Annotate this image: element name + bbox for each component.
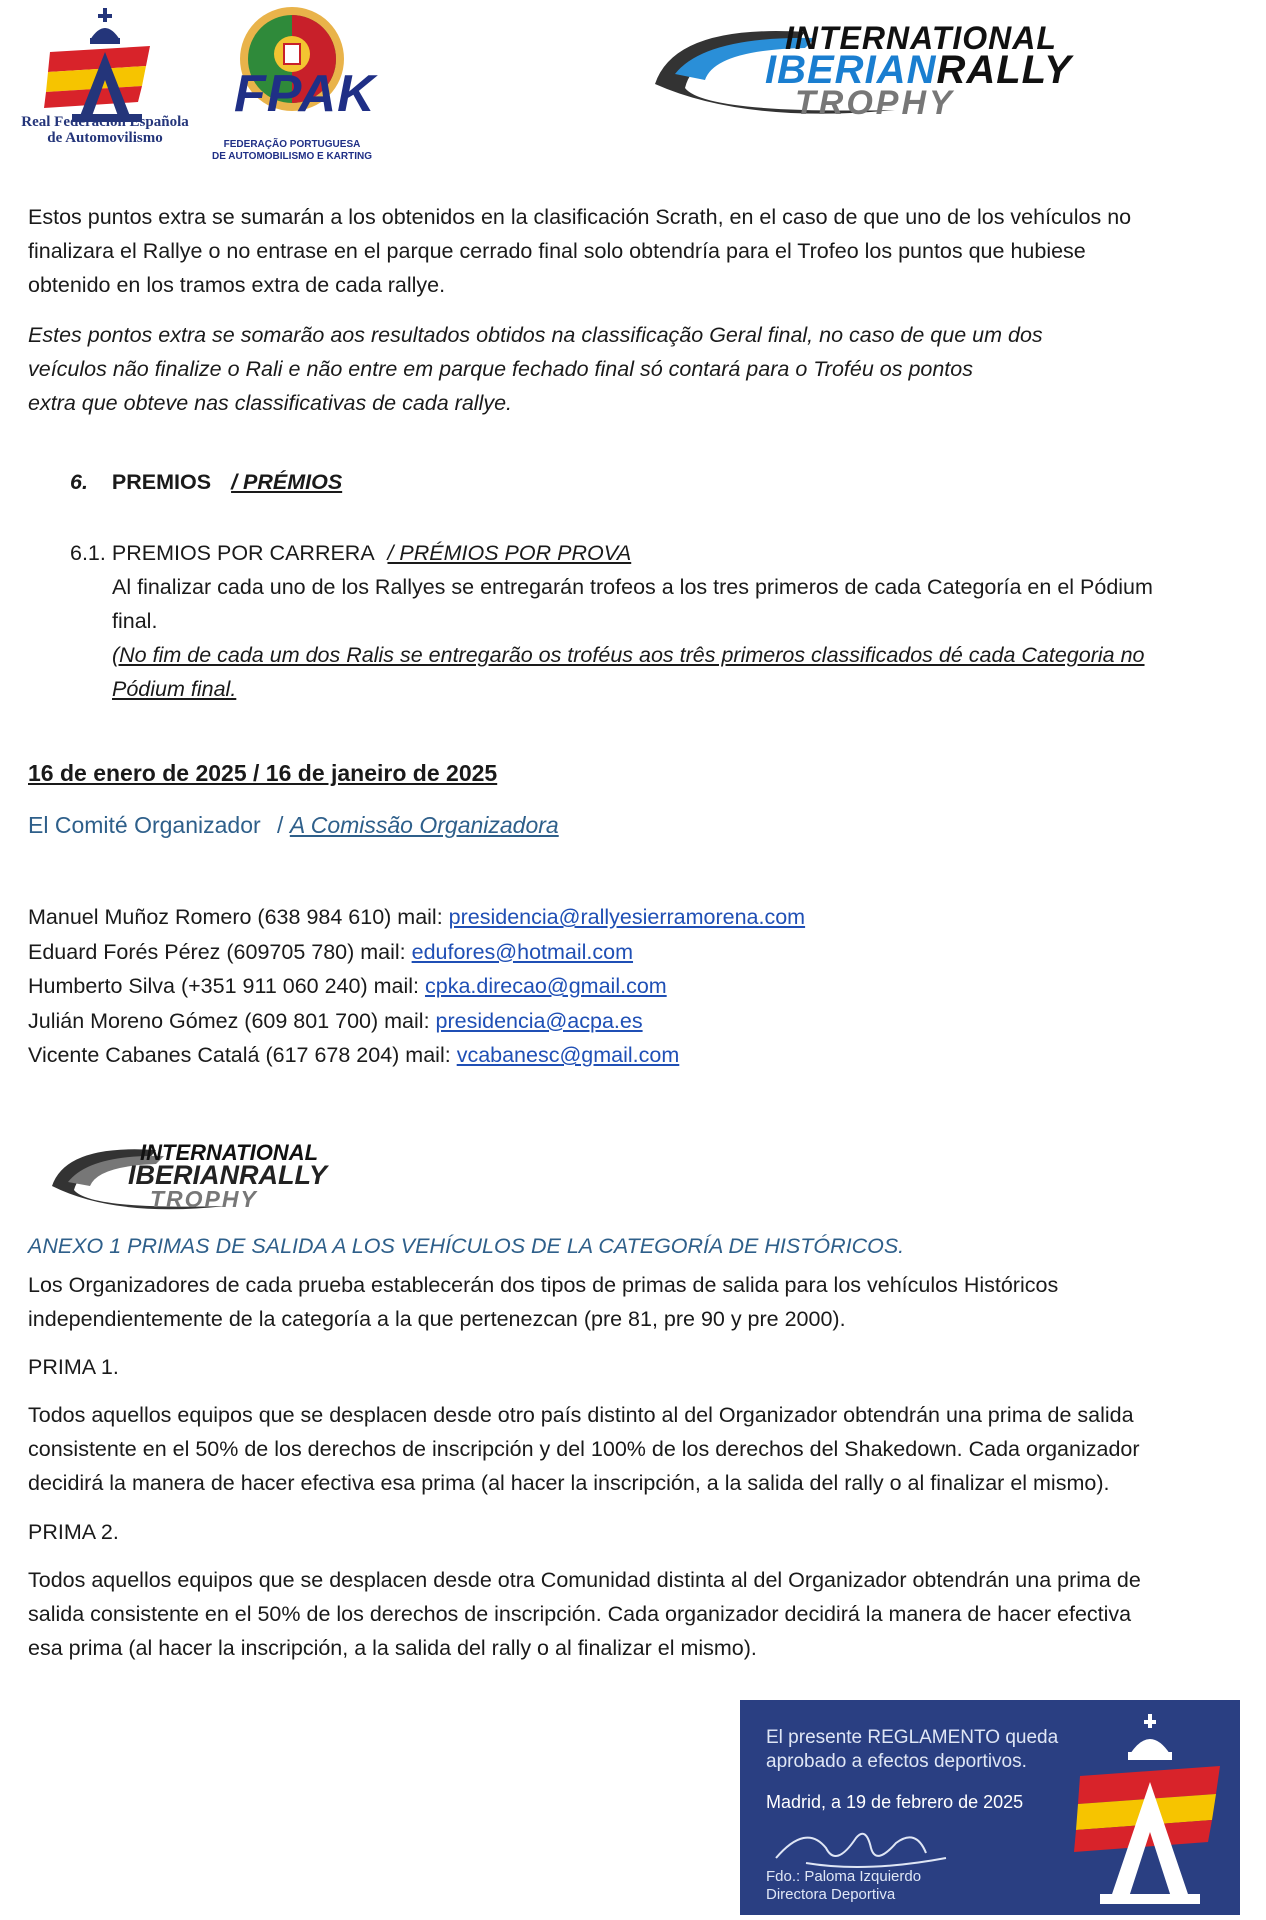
contact-item xyxy=(28,1038,1248,1073)
contact-item xyxy=(28,935,1248,970)
section-6-1-number: 6.1. xyxy=(70,541,106,565)
contact-email-link[interactable]: edufores@hotmail.com xyxy=(411,939,634,964)
prima1-line1: Todos aquellos equipos que se desplacen desde otro país distinto al del Organizador obtendrán una prima de salida xyxy=(28,1403,1134,1427)
prima2-label: PRIMA 2. xyxy=(28,1520,119,1544)
fpak-name-line1: FEDERAÇÃO PORTUGUESA xyxy=(223,139,361,150)
committee-es: El Comité Organizador xyxy=(28,812,261,838)
prima2-line2: salida consistente en el 50% de los derechos de inscripción. Cada organizador decidirá la manera de hacer efectiva xyxy=(28,1602,1132,1626)
intro-es-line2: finalizara el Rallye o no entrase en el parque cerrado final solo obtendría para el Trofeo los puntos que hubiese xyxy=(28,239,1086,263)
section-6-1-pt-line2: Pódium final. xyxy=(112,677,237,701)
prima2-line1: Todos aquellos equipos que se desplacen desde otra Comunidad distinta al del Organizador obtendrán una prima de xyxy=(28,1568,1141,1592)
section-6-1-es-line1: Al finalizar cada uno de los Rallyes se entregarán trofeos a los tres primeros de cada Categoría en el Pódium xyxy=(112,575,1153,599)
small-trophy-line3: TROPHY xyxy=(150,1186,258,1212)
approval-stamp xyxy=(740,1700,1240,1915)
contact-item xyxy=(28,900,1248,935)
prima2-line3: esa prima (al hacer la inscripción, a la salida del rally o al finalizar el mismo). xyxy=(28,1636,757,1660)
intro-pt-line2: veículos não finalize o Rali e não entre em parque fechado final só contará para o Troféu os pontos xyxy=(28,357,973,381)
section-6-1-title-pt: / PRÉMIOS POR PROVA xyxy=(387,541,632,565)
contact-name: Eduard Forés Pérez (609705 780) mail: xyxy=(28,939,412,964)
section-6-1-es-line2: final. xyxy=(112,609,158,633)
committee-pt: A Comissão Organizadora xyxy=(289,812,559,838)
prima1-label: PRIMA 1. xyxy=(28,1355,119,1379)
contact-email-link[interactable]: presidencia@acpa.es xyxy=(435,1008,643,1033)
trophy-line3: TROPHY xyxy=(795,84,955,122)
contact-email-link[interactable]: cpka.direcao@gmail.com xyxy=(424,974,667,998)
section-6-heading xyxy=(70,470,342,495)
intro-pt-line1: Estes pontos extra se somarão aos resultados obtidos na classificação Geral final, no caso de que um dos xyxy=(28,323,1043,347)
stamp-signer: Fdo.: Paloma Izquierdo xyxy=(766,1868,922,1885)
trophy-line1: INTERNATIONAL xyxy=(785,20,1057,56)
section-6-title-es: PREMIOS xyxy=(111,470,212,494)
contact-name: Manuel Muñoz Romero (638 984 610) mail: xyxy=(28,905,449,929)
annex-title: ANEXO 1 PRIMAS DE SALIDA A LOS VEHÍCULOS DE LA CATEGORÍA DE HISTÓRICOS. xyxy=(28,1234,905,1258)
contact-email-link[interactable]: vcabanesc@gmail.com xyxy=(456,1043,680,1067)
rfea-logo xyxy=(10,6,200,156)
contact-name: Julián Moreno Gómez (609 801 700) mail: xyxy=(28,1008,436,1033)
committee-line xyxy=(28,812,559,839)
contact-name: Vicente Cabanes Catalá (617 678 204) mail: xyxy=(28,1043,457,1067)
iberian-rally-trophy-logo xyxy=(645,14,1105,126)
contact-email-link[interactable]: presidencia@rallyesierramorena.com xyxy=(448,905,806,929)
contact-item xyxy=(28,1004,1248,1039)
fpak-acronym: FPAK xyxy=(234,65,376,123)
section-6-1-title-es: PREMIOS POR CARRERA xyxy=(111,541,374,565)
stamp-line2: aprobado a efectos deportivos. xyxy=(766,1751,1027,1772)
stamp-role: Directora Deportiva xyxy=(766,1886,896,1903)
prima1-line2: consistente en el 50% de los derechos de inscripción y del 100% de los derechos del Shakedown. Cada organizador xyxy=(28,1437,1140,1461)
fpak-name-line2: DE AUTOMOBILISMO E KARTING xyxy=(212,151,372,162)
rfea-emblem-icon xyxy=(1070,1712,1230,1907)
small-trophy-iberian: IBERIAN xyxy=(128,1160,240,1190)
section-6-number: 6. xyxy=(70,470,88,494)
contact-list xyxy=(28,900,1248,1073)
section-6-1-heading xyxy=(70,536,631,570)
rfea-name-line2: de Automovilismo xyxy=(47,130,163,146)
annex-intro-line1: Los Organizadores de cada prueba establecerán dos tipos de primas de salida para los vehículos Históricos xyxy=(28,1273,1059,1297)
document-date: 16 de enero de 2025 / 16 de janeiro de 2025 xyxy=(28,760,498,786)
rfea-name-line1: Real Federación Española xyxy=(21,114,189,130)
stamp-line1: El presente REGLAMENTO queda xyxy=(766,1727,1059,1748)
intro-es-line1: Estos puntos extra se sumarán a los obtenidos en la clasificación Scrath, en el caso de que uno de los vehículos no xyxy=(28,205,1132,229)
trophy-iberian: IBERIAN xyxy=(765,48,937,92)
trophy-rally: RALLY xyxy=(936,48,1072,92)
contact-item xyxy=(28,969,1248,1004)
small-trophy-rally: RALLY xyxy=(239,1160,328,1190)
committee-separator: / xyxy=(277,812,284,838)
prima1-line3: decidirá la manera de hacer efectiva esa prima (al hacer la inscripción, a la salida del rally o al finalizar el mismo). xyxy=(28,1471,1110,1495)
fpak-logo xyxy=(212,4,376,166)
section-6-1-pt-line1: (No fim de cada um dos Ralis se entregarão os troféus aos três primeros classificados dé cada Categoria no xyxy=(112,643,1145,667)
annex-intro-line2: independientemente de la categoría a la que pertenezcan (pre 81, pre 90 y pre 2000). xyxy=(28,1307,846,1331)
iberian-rally-trophy-logo-small xyxy=(46,1138,366,1218)
intro-es-line3: obtenido en los tramos extra de cada rallye. xyxy=(28,273,446,297)
intro-pt-line3: extra que obteve nas classificativas de cada rallye. xyxy=(28,391,513,415)
small-trophy-line1: INTERNATIONAL xyxy=(140,1140,319,1165)
stamp-date: Madrid, a 19 de febrero de 2025 xyxy=(766,1792,1024,1812)
section-6-title-pt: / PRÉMIOS xyxy=(231,470,343,494)
contact-name: Humberto Silva (+351 911 060 240) mail: xyxy=(28,974,425,998)
